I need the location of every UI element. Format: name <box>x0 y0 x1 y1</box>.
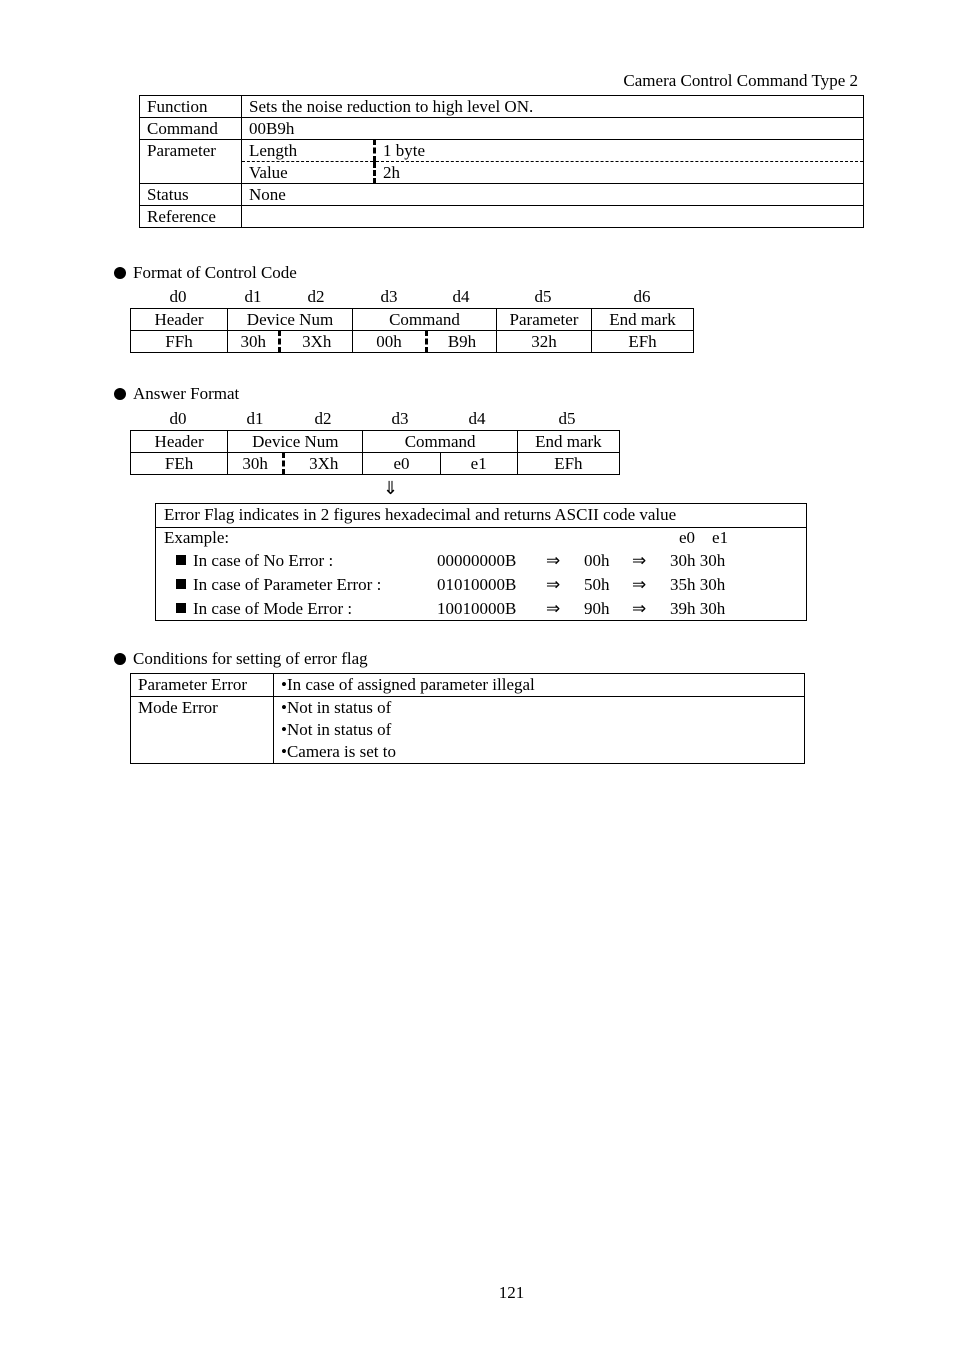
cc-val-d4: B9h <box>427 331 497 353</box>
param-error-label: Parameter Error <box>131 674 274 697</box>
error-row-ascii: 30h 30h <box>670 551 726 570</box>
control-code-table <box>130 308 694 353</box>
cc-d3: d3 <box>380 287 398 306</box>
reference-label: Reference <box>140 206 242 228</box>
af-d5: d5 <box>558 409 576 428</box>
right-arrow-icon: ⇒ <box>632 599 647 618</box>
right-arrow-icon: ⇒ <box>632 575 647 594</box>
cc-d1: d1 <box>244 287 262 306</box>
conditions-table <box>130 673 805 764</box>
mode-error-label: Mode Error <box>131 697 274 764</box>
error-flag-title: Error Flag indicates in 2 figures hexadecimal and returns ASCII code value <box>164 505 677 524</box>
cc-val-d0: FFh <box>131 331 228 353</box>
error-row-label: In case of Parameter Error : <box>176 575 381 595</box>
value-label: Value <box>242 162 375 184</box>
command-value: 00B9h <box>242 118 864 140</box>
af-val-d4: e1 <box>440 453 517 475</box>
parameter-label: Parameter <box>140 140 242 184</box>
right-arrow-icon: ⇒ <box>546 599 561 618</box>
af-d0: d0 <box>169 409 187 428</box>
cc-val-d2: 3Xh <box>280 331 353 353</box>
right-arrow-icon: ⇒ <box>632 551 647 570</box>
cc-d2: d2 <box>307 287 325 306</box>
length-label: Length <box>242 140 375 162</box>
af-header-header: Header <box>131 431 228 453</box>
af-val-d0: FEh <box>131 453 228 475</box>
command-label: Command <box>140 118 242 140</box>
af-val-d1: 30h <box>228 453 284 475</box>
cc-d0: d0 <box>169 287 187 306</box>
cc-val-d5: 32h <box>497 331 592 353</box>
error-row-binary: 01010000B <box>437 575 517 594</box>
answer-format-table <box>130 430 620 475</box>
error-row-hex: 50h <box>584 575 610 594</box>
cc-header-parameter: Parameter <box>497 309 592 331</box>
error-row-binary: 10010000B <box>437 599 517 618</box>
bullet-icon <box>114 388 126 400</box>
status-value: None <box>242 184 864 206</box>
af-header-device: Device Num <box>228 431 363 453</box>
mode-error-line: •Not in status of <box>281 698 392 717</box>
error-row-hex: 00h <box>584 551 610 570</box>
page-number: 121 <box>498 1283 525 1302</box>
af-header-command: Command <box>363 431 517 453</box>
bullet-icon <box>114 653 126 665</box>
page-header: Camera Control Command Type 2 <box>623 71 858 90</box>
af-d3: d3 <box>391 409 409 428</box>
af-val-d3: e0 <box>363 453 440 475</box>
status-label: Status <box>140 184 242 206</box>
error-row-label: In case of No Error : <box>176 551 333 571</box>
e-labels: e0 e1 <box>679 528 729 547</box>
mode-error-line: •Camera is set to <box>281 742 397 761</box>
length-value: 1 byte <box>375 140 864 162</box>
square-bullet-icon <box>176 555 186 565</box>
value-value: 2h <box>375 162 864 184</box>
mode-error-line: •Not in status of <box>281 720 392 739</box>
error-row-label: In case of Mode Error : <box>176 599 352 619</box>
mode-error-text <box>274 697 805 764</box>
cc-val-d3: 00h <box>353 331 427 353</box>
example-label: Example: <box>164 528 230 547</box>
cc-val-d1: 30h <box>228 331 280 353</box>
cc-d5: d5 <box>534 287 552 306</box>
function-value: Sets the noise reduction to high level ON. <box>242 96 864 118</box>
cc-d6: d6 <box>633 287 651 306</box>
error-row-binary: 00000000B <box>437 551 517 570</box>
square-bullet-icon <box>176 579 186 589</box>
error-row-ascii: 39h 30h <box>670 599 726 618</box>
cc-header-endmark: End mark <box>592 309 694 331</box>
square-bullet-icon <box>176 603 186 613</box>
right-arrow-icon: ⇒ <box>546 575 561 594</box>
command-spec-table <box>139 95 864 228</box>
conditions-heading: Conditions for setting of error flag <box>114 649 368 669</box>
af-d1: d1 <box>246 409 264 428</box>
cc-d4: d4 <box>452 287 470 306</box>
error-row-hex: 90h <box>584 599 610 618</box>
cc-val-d6: EFh <box>592 331 694 353</box>
function-label: Function <box>140 96 242 118</box>
af-val-d5: EFh <box>517 453 619 475</box>
down-arrow-icon: ⇓ <box>383 478 399 498</box>
cc-header-command: Command <box>353 309 497 331</box>
control-code-heading: Format of Control Code <box>114 263 297 283</box>
af-d2: d2 <box>314 409 332 428</box>
af-d4: d4 <box>468 409 486 428</box>
right-arrow-icon: ⇒ <box>546 551 561 570</box>
answer-format-heading: Answer Format <box>114 384 239 404</box>
reference-value <box>242 206 864 228</box>
af-val-d2: 3Xh <box>284 453 363 475</box>
error-flag-box <box>155 503 807 621</box>
af-header-endmark: End mark <box>517 431 619 453</box>
bullet-icon <box>114 267 126 279</box>
cc-header-header: Header <box>131 309 228 331</box>
param-error-text: •In case of assigned parameter illegal <box>274 674 805 697</box>
cc-header-device: Device Num <box>228 309 353 331</box>
error-row-ascii: 35h 30h <box>670 575 726 594</box>
